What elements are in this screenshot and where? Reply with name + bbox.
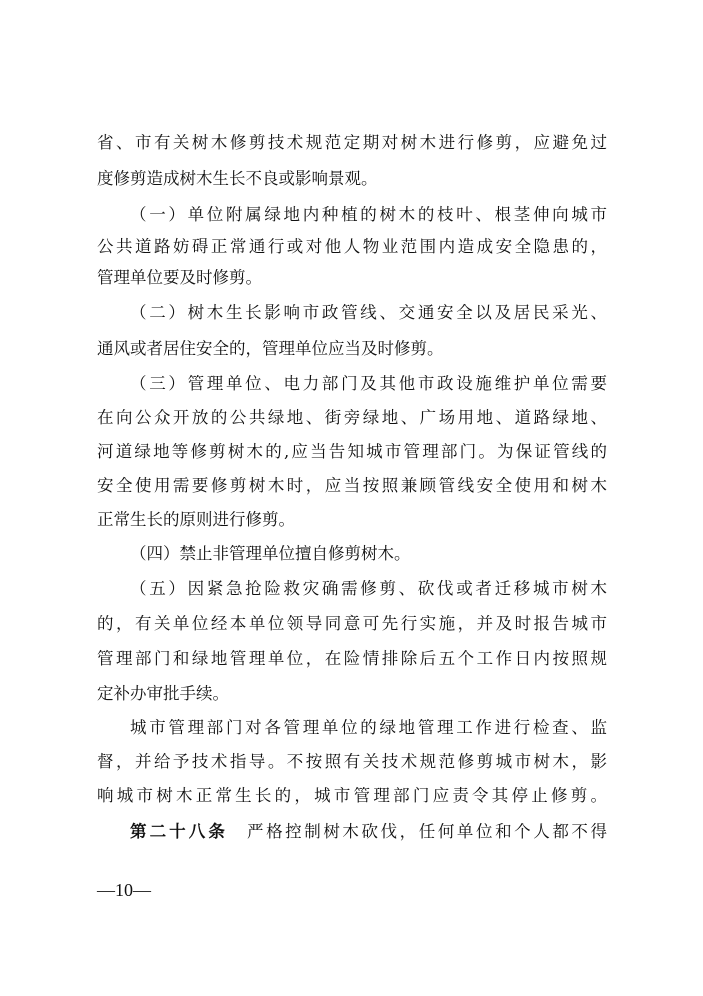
text-line: 度修剪造成树木生长不良或影响景观。 (97, 169, 378, 188)
text-line: 通风或者居住安全的，管理单位应当及时修剪。 (97, 339, 444, 358)
text-line: 管理单位要及时修剪。 (97, 268, 262, 287)
text-line: （五）因紧急抢险救灾确需修剪、砍伐或者迁移城市树木 (130, 579, 607, 598)
text-line: 安全使用需要修剪树木时，应当按照兼顾管线安全使用和树木 (97, 476, 607, 495)
page-number: —10— (97, 880, 151, 900)
text-line: 省、市有关树木修剪技术规范定期对树木进行修剪，应避免过 (97, 133, 607, 152)
text-line: 公共道路妨碍正常通行或对他人物业范围内造成安全隐患的， (97, 237, 607, 256)
article-line (130, 818, 607, 846)
text-line: 城市管理部门对各管理单位的绿地管理工作进行检查、监 (130, 718, 607, 737)
article-text: 严格控制树木砍伐，任何单位和个人都不得 (247, 822, 608, 841)
text-line: 河道绿地等修剪树木的,应当告知城市管理部门。为保证管线的 (97, 442, 607, 461)
article-heading: 第二十八条 (130, 822, 228, 841)
text-line: 督，并给予技术指导。不按照有关技术规范修剪城市树木，影 (97, 752, 607, 771)
text-line: 响城市树木正常生长的，城市管理部门应责令其停止修剪。 (97, 786, 607, 805)
text-line: 的，有关单位经本单位领导同意可先行实施，并及时报告城市 (97, 614, 607, 633)
text-line: （四）禁止非管理单位擅自修剪树木。 (130, 544, 411, 563)
text-line: （一）单位附属绿地内种植的树木的枝叶、根茎伸向城市 (130, 205, 607, 224)
text-line: （三）管理单位、电力部门及其他市政设施维护单位需要 (130, 374, 607, 393)
text-line: 在向公众开放的公共绿地、街旁绿地、广场用地、道路绿地、 (97, 408, 607, 427)
text-line: 定补办审批手续。 (97, 684, 229, 703)
text-line: 管理部门和绿地管理单位，在险情排除后五个工作日内按照规 (97, 649, 607, 668)
text-line: （二）树木生长影响市政管线、交通安全以及居民采光、 (130, 303, 607, 322)
text-line: 正常生长的原则进行修剪。 (97, 510, 295, 529)
